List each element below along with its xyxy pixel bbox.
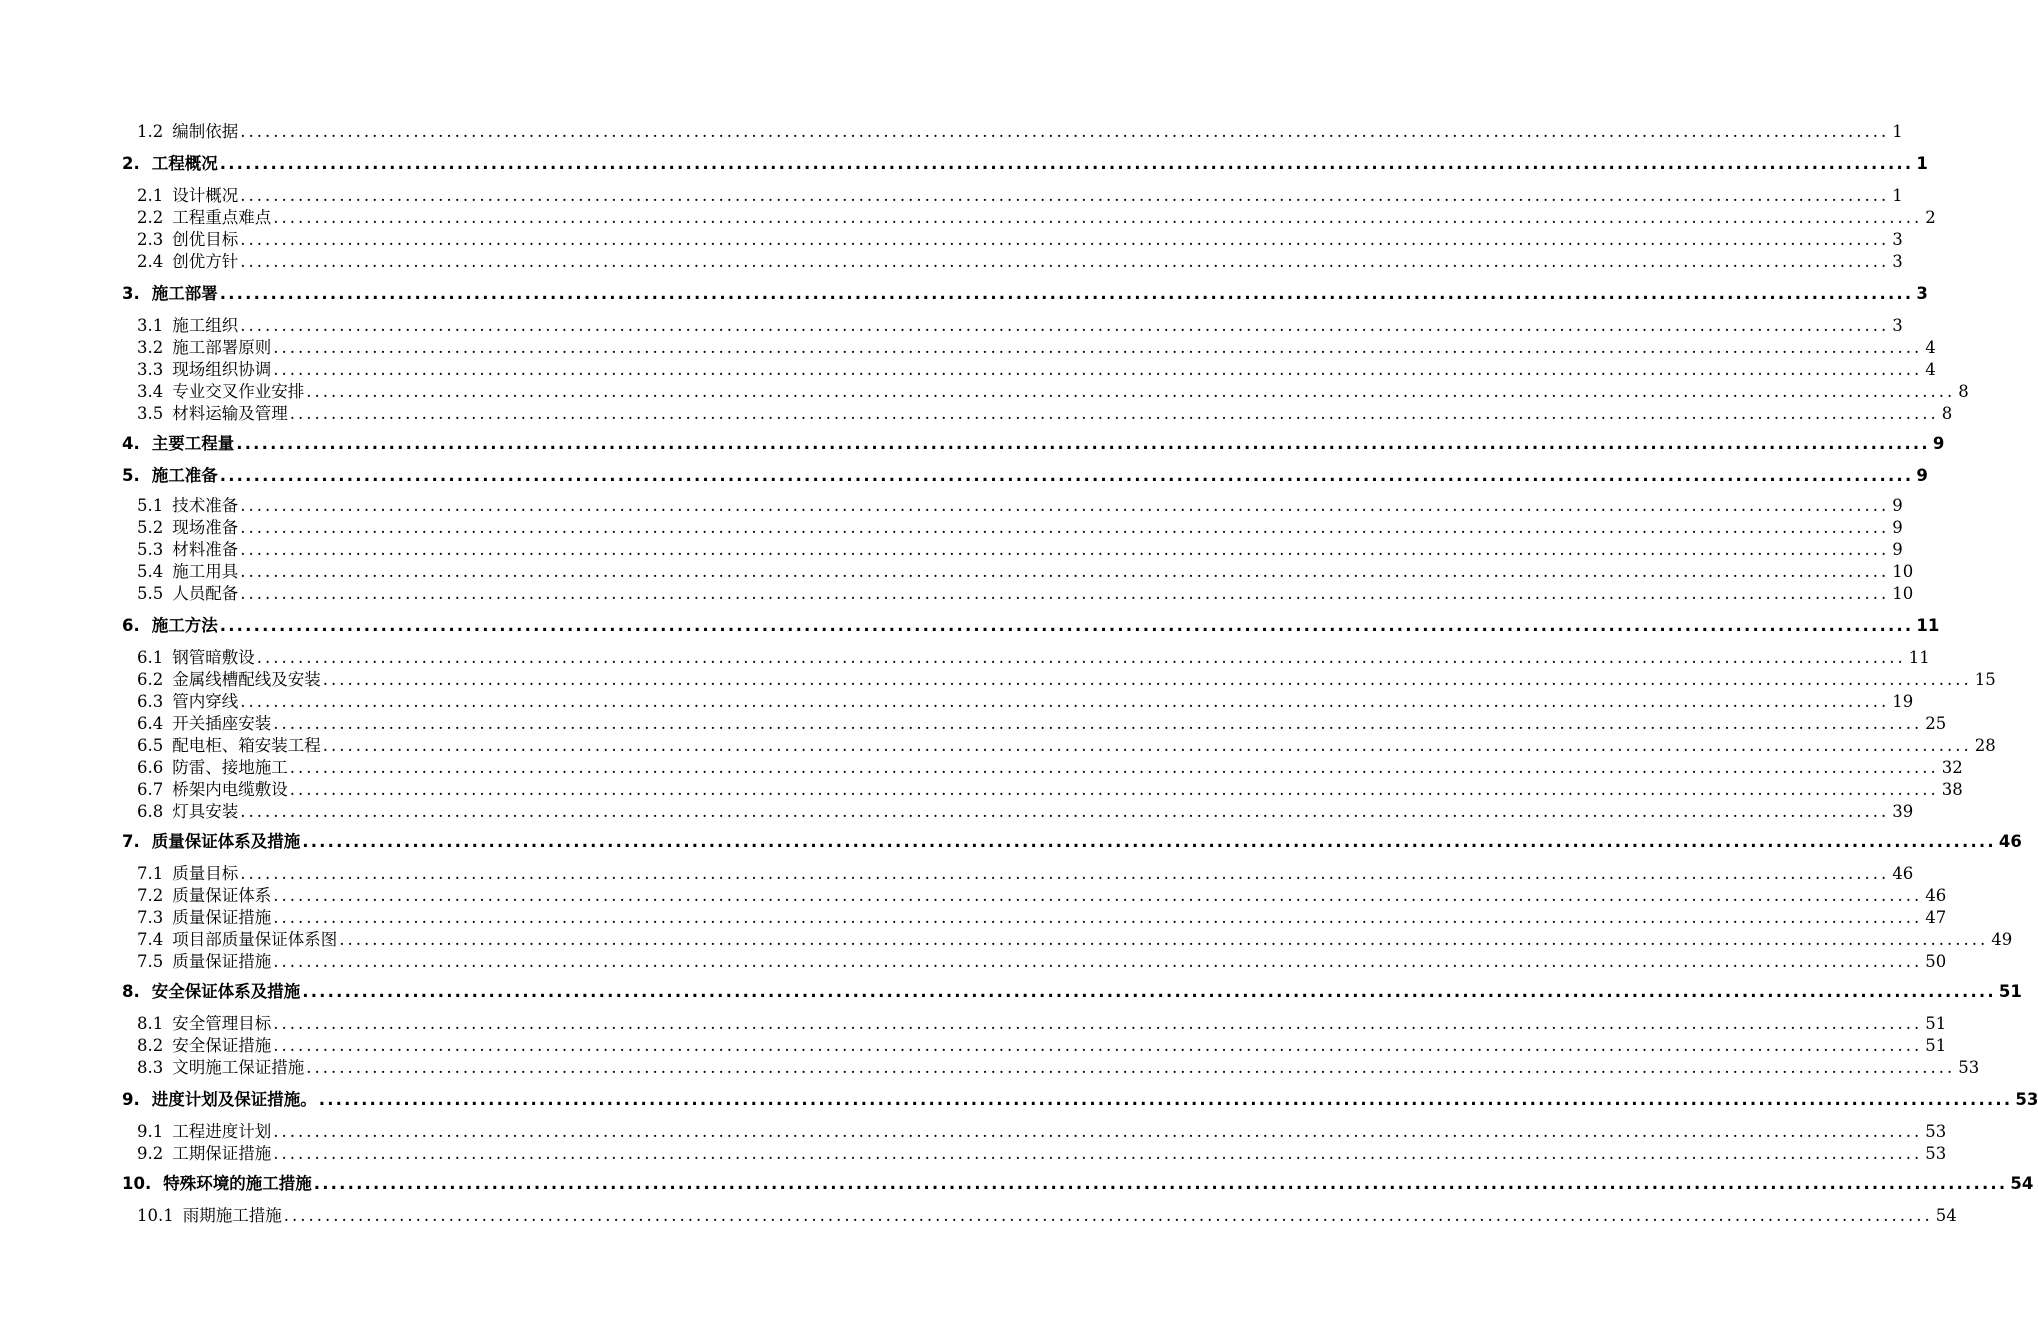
toc-entry-number: 3.5 bbox=[137, 404, 164, 423]
toc-entry-page-number: 2 bbox=[1925, 208, 1936, 227]
toc-chapter-entry[interactable] bbox=[122, 828, 2022, 852]
toc-entry-title: 工程概况 bbox=[151, 154, 218, 173]
dot-leader: ........................................................................................................................................................................................................ bbox=[306, 1058, 1956, 1077]
dot-leader: ........................................................................................................................................................................................................ bbox=[240, 562, 1890, 581]
toc-entry-title: 施工用具 bbox=[172, 562, 239, 581]
toc-entry-page-number: 9 bbox=[1932, 434, 1945, 453]
toc-entry-number: 3. bbox=[122, 284, 140, 303]
toc-entry-page-number: 32 bbox=[1941, 758, 1963, 777]
toc-section-entry[interactable] bbox=[137, 666, 1996, 690]
toc-entry-page-number: 51 bbox=[1998, 982, 2022, 1001]
toc-chapter-entry[interactable] bbox=[122, 430, 1945, 454]
toc-entry-title: 项目部质量保证体系图 bbox=[172, 930, 338, 949]
toc-section-entry[interactable] bbox=[137, 776, 1963, 800]
dot-leader: ........................................................................................................................................................................................................ bbox=[219, 466, 1914, 485]
toc-chapter-entry[interactable] bbox=[122, 1170, 2034, 1194]
toc-chapter-entry[interactable] bbox=[122, 612, 1940, 636]
dot-leader: ........................................................................................................................................................................................................ bbox=[219, 154, 1914, 173]
toc-entry-title: 配电柜、箱安装工程 bbox=[172, 736, 321, 755]
toc-section-entry[interactable] bbox=[137, 226, 1903, 250]
toc-entry-page-number: 9 bbox=[1892, 518, 1903, 537]
toc-section-entry[interactable] bbox=[137, 798, 1914, 822]
toc-entry-page-number: 15 bbox=[1974, 670, 1996, 689]
toc-entry-number: 2.4 bbox=[137, 252, 164, 271]
toc-entry-number: 2. bbox=[122, 154, 140, 173]
dot-leader: ........................................................................................................................................................................................................ bbox=[240, 692, 1890, 711]
dot-leader: ........................................................................................................................................................................................................ bbox=[273, 886, 1923, 905]
dot-leader: ........................................................................................................................................................................................................ bbox=[273, 908, 1923, 927]
toc-section-entry[interactable] bbox=[137, 904, 1947, 928]
dot-leader: ........................................................................................................................................................................................................ bbox=[240, 496, 1890, 515]
toc-section-entry[interactable] bbox=[137, 1202, 1957, 1226]
toc-entry-number: 6.2 bbox=[137, 670, 164, 689]
toc-entry-page-number: 46 bbox=[1892, 864, 1914, 883]
dot-leader: ........................................................................................................................................................................................................ bbox=[273, 952, 1923, 971]
toc-entry-title: 创优方针 bbox=[172, 252, 239, 271]
toc-entry-number: 6.7 bbox=[137, 780, 164, 799]
dot-leader: ........................................................................................................................................................................................................ bbox=[273, 1036, 1923, 1055]
toc-entry-number: 5. bbox=[122, 466, 140, 485]
dot-leader: ........................................................................................................................................................................................................ bbox=[306, 382, 1956, 401]
toc-entry-number: 7.2 bbox=[137, 886, 164, 905]
toc-entry-page-number: 53 bbox=[2015, 1090, 2038, 1109]
dot-leader: ........................................................................................................................................................................................................ bbox=[273, 1144, 1923, 1163]
toc-entry-page-number: 51 bbox=[1925, 1014, 1947, 1033]
toc-section-entry[interactable] bbox=[137, 118, 1903, 142]
toc-entry-page-number: 9 bbox=[1916, 466, 1928, 485]
toc-entry-number: 3.1 bbox=[137, 316, 164, 335]
toc-entry-page-number: 51 bbox=[1925, 1036, 1947, 1055]
toc-entry-number: 9. bbox=[122, 1090, 140, 1109]
dot-leader: ........................................................................................................................................................................................................ bbox=[283, 1206, 1933, 1225]
dot-leader: ........................................................................................................................................................................................................ bbox=[289, 780, 1939, 799]
toc-entry-page-number: 46 bbox=[1998, 832, 2022, 851]
toc-entry-number: 6.6 bbox=[137, 758, 164, 777]
toc-entry-title: 钢管暗敷设 bbox=[172, 648, 255, 667]
dot-leader: ........................................................................................................................................................................................................ bbox=[322, 736, 1972, 755]
toc-section-entry[interactable] bbox=[137, 1010, 1947, 1034]
toc-section-entry[interactable] bbox=[137, 710, 1947, 734]
toc-entry-title: 主要工程量 bbox=[151, 434, 235, 453]
toc-entry-title: 灯具安装 bbox=[172, 802, 239, 821]
toc-entry-title: 施工方法 bbox=[151, 616, 218, 635]
toc-entry-title: 安全保证措施 bbox=[172, 1036, 272, 1055]
toc-section-entry[interactable] bbox=[137, 948, 1947, 972]
dot-leader: ........................................................................................................................................................................................................ bbox=[273, 338, 1923, 357]
toc-entry-title: 施工准备 bbox=[151, 466, 218, 485]
dot-leader: ........................................................................................................................................................................................................ bbox=[302, 832, 1996, 851]
dot-leader: ........................................................................................................................................................................................................ bbox=[240, 864, 1890, 883]
toc-entry-title: 质量保证措施 bbox=[172, 952, 272, 971]
toc-entry-number: 7.3 bbox=[137, 908, 164, 927]
toc-entry-page-number: 4 bbox=[1925, 360, 1936, 379]
toc-entry-title: 技术准备 bbox=[172, 496, 239, 515]
toc-section-entry[interactable] bbox=[137, 182, 1903, 206]
toc-entry-number: 6.3 bbox=[137, 692, 164, 711]
dot-leader: ........................................................................................................................................................................................................ bbox=[240, 518, 1890, 537]
toc-entry-page-number: 10 bbox=[1892, 562, 1914, 581]
toc-entry-number: 7.1 bbox=[137, 864, 164, 883]
toc-entry-page-number: 10 bbox=[1892, 584, 1914, 603]
toc-entry-title: 施工组织 bbox=[172, 316, 239, 335]
toc-entry-title: 专业交叉作业安排 bbox=[172, 382, 305, 401]
toc-entry-title: 质量保证措施 bbox=[172, 908, 272, 927]
toc-entry-title: 施工部署 bbox=[151, 284, 218, 303]
dot-leader: ........................................................................................................................................................................................................ bbox=[273, 714, 1923, 733]
dot-leader: ........................................................................................................................................................................................................ bbox=[240, 540, 1890, 559]
toc-entry-title: 工程进度计划 bbox=[172, 1122, 272, 1141]
dot-leader: ........................................................................................................................................................................................................ bbox=[289, 404, 1939, 423]
toc-entry-title: 施工部署原则 bbox=[172, 338, 272, 357]
toc-section-entry[interactable] bbox=[137, 882, 1947, 906]
toc-entry-page-number: 3 bbox=[1892, 252, 1903, 271]
toc-entry-page-number: 25 bbox=[1925, 714, 1947, 733]
toc-section-entry[interactable] bbox=[137, 580, 1914, 604]
toc-entry-number: 3.4 bbox=[137, 382, 164, 401]
dot-leader: ........................................................................................................................................................................................................ bbox=[273, 1014, 1923, 1033]
toc-entry-page-number: 9 bbox=[1892, 540, 1903, 559]
dot-leader: ........................................................................................................................................................................................................ bbox=[236, 434, 1930, 453]
toc-chapter-entry[interactable] bbox=[122, 978, 2022, 1002]
toc-entry-page-number: 1 bbox=[1892, 122, 1903, 141]
toc-entry-title: 安全管理目标 bbox=[172, 1014, 272, 1033]
toc-entry-number: 5.2 bbox=[137, 518, 164, 537]
toc-entry-number: 5.4 bbox=[137, 562, 164, 581]
toc-section-entry[interactable] bbox=[137, 536, 1903, 560]
dot-leader: ........................................................................................................................................................................................................ bbox=[240, 584, 1890, 603]
toc-entry-title: 进度计划及保证措施。 bbox=[151, 1090, 317, 1109]
dot-leader: ........................................................................................................................................................................................................ bbox=[313, 1174, 2008, 1193]
toc-entry-title: 金属线槽配线及安装 bbox=[172, 670, 321, 689]
toc-entry-number: 6. bbox=[122, 616, 140, 635]
toc-entry-title: 质量保证体系及措施 bbox=[151, 832, 301, 851]
dot-leader: ........................................................................................................................................................................................................ bbox=[273, 1122, 1923, 1141]
toc-entry-page-number: 9 bbox=[1892, 496, 1903, 515]
toc-entry-title: 质量保证体系 bbox=[172, 886, 272, 905]
toc-entry-title: 创优目标 bbox=[172, 230, 239, 249]
dot-leader: ........................................................................................................................................................................................................ bbox=[240, 186, 1890, 205]
toc-section-entry[interactable] bbox=[137, 688, 1914, 712]
toc-section-entry[interactable] bbox=[137, 312, 1903, 336]
dot-leader: ........................................................................................................................................................................................................ bbox=[240, 802, 1890, 821]
toc-entry-title: 文明施工保证措施 bbox=[172, 1058, 305, 1077]
dot-leader: ........................................................................................................................................................................................................ bbox=[219, 616, 1914, 635]
toc-chapter-entry[interactable] bbox=[122, 150, 1928, 174]
dot-leader: ........................................................................................................................................................................................................ bbox=[322, 670, 1972, 689]
toc-section-entry[interactable] bbox=[137, 754, 1963, 778]
toc-section-entry[interactable] bbox=[137, 860, 1914, 884]
dot-leader: ........................................................................................................................................................................................................ bbox=[240, 122, 1890, 141]
dot-leader: ........................................................................................................................................................................................................ bbox=[289, 758, 1939, 777]
toc-entry-page-number: 3 bbox=[1892, 230, 1903, 249]
toc-chapter-entry[interactable] bbox=[122, 462, 1928, 486]
toc-section-entry[interactable] bbox=[137, 1032, 1947, 1056]
toc-section-entry[interactable] bbox=[137, 1140, 1947, 1164]
toc-entry-page-number: 46 bbox=[1925, 886, 1947, 905]
toc-entry-number: 10. bbox=[122, 1174, 152, 1193]
toc-entry-number: 7. bbox=[122, 832, 140, 851]
toc-section-entry[interactable] bbox=[137, 492, 1903, 516]
toc-section-entry[interactable] bbox=[137, 558, 1914, 582]
toc-entry-title: 材料运输及管理 bbox=[172, 404, 288, 423]
dot-leader: ........................................................................................................................................................................................................ bbox=[273, 208, 1923, 227]
toc-entry-number: 7.4 bbox=[137, 930, 164, 949]
toc-entry-number: 6.4 bbox=[137, 714, 164, 733]
toc-entry-page-number: 8 bbox=[1958, 382, 1969, 401]
toc-entry-number: 3.2 bbox=[137, 338, 164, 357]
toc-section-entry[interactable] bbox=[137, 1054, 1980, 1078]
toc-section-entry[interactable] bbox=[137, 644, 1930, 668]
toc-entry-title: 雨期施工措施 bbox=[182, 1206, 282, 1225]
toc-section-entry[interactable] bbox=[137, 1118, 1947, 1142]
toc-entry-page-number: 54 bbox=[1935, 1206, 1957, 1225]
toc-entry-number: 2.3 bbox=[137, 230, 164, 249]
dot-leader: ........................................................................................................................................................................................................ bbox=[256, 648, 1906, 667]
toc-entry-title: 人员配备 bbox=[172, 584, 239, 603]
toc-entry-number: 2.1 bbox=[137, 186, 164, 205]
toc-section-entry[interactable] bbox=[137, 400, 1953, 424]
toc-entry-page-number: 39 bbox=[1892, 802, 1914, 821]
toc-entry-number: 3.3 bbox=[137, 360, 164, 379]
toc-entry-title: 工程重点难点 bbox=[172, 208, 272, 227]
toc-entry-page-number: 8 bbox=[1941, 404, 1953, 423]
toc-entry-title: 质量目标 bbox=[172, 864, 239, 883]
toc-entry-title: 特殊环境的施工措施 bbox=[163, 1174, 312, 1193]
toc-entry-title: 开关插座安装 bbox=[172, 714, 272, 733]
dot-leader: ........................................................................................................................................................................................................ bbox=[318, 1090, 2013, 1109]
dot-leader: ........................................................................................................................................................................................................ bbox=[240, 230, 1890, 249]
toc-section-entry[interactable] bbox=[137, 334, 1936, 358]
toc-entry-page-number: 1 bbox=[1892, 186, 1903, 205]
toc-section-entry[interactable] bbox=[137, 204, 1936, 228]
toc-chapter-entry[interactable] bbox=[122, 280, 1928, 304]
toc-entry-page-number: 19 bbox=[1892, 692, 1914, 711]
toc-entry-title: 防雷、接地施工 bbox=[172, 758, 288, 777]
toc-entry-number: 5.1 bbox=[137, 496, 164, 515]
toc-entry-title: 工期保证措施 bbox=[172, 1144, 272, 1163]
dot-leader: ........................................................................................................................................................................................................ bbox=[302, 982, 1996, 1001]
toc-entry-page-number: 49 bbox=[1991, 930, 2013, 949]
toc-entry-number: 5.5 bbox=[137, 584, 164, 603]
toc-entry-number: 6.8 bbox=[137, 802, 164, 821]
toc-entry-number: 5.3 bbox=[137, 540, 164, 559]
toc-entry-page-number: 54 bbox=[2010, 1174, 2034, 1193]
toc-section-entry[interactable] bbox=[137, 248, 1903, 272]
toc-entry-number: 9.1 bbox=[137, 1122, 164, 1141]
dot-leader: ........................................................................................................................................................................................................ bbox=[240, 252, 1890, 271]
toc-section-entry[interactable] bbox=[137, 732, 1996, 756]
toc-entry-title: 管内穿线 bbox=[172, 692, 239, 711]
toc-section-entry[interactable] bbox=[137, 378, 1969, 402]
toc-entry-page-number: 4 bbox=[1925, 338, 1936, 357]
toc-entry-page-number: 53 bbox=[1925, 1144, 1947, 1163]
toc-entry-page-number: 1 bbox=[1916, 154, 1928, 173]
toc-entry-number: 6.1 bbox=[137, 648, 164, 667]
toc-entry-title: 现场组织协调 bbox=[172, 360, 272, 379]
toc-section-entry[interactable] bbox=[137, 356, 1936, 380]
toc-entry-title: 材料准备 bbox=[172, 540, 239, 559]
dot-leader: ........................................................................................................................................................................................................ bbox=[240, 316, 1890, 335]
toc-entry-title: 现场准备 bbox=[172, 518, 239, 537]
toc-chapter-entry[interactable] bbox=[122, 1086, 2038, 1110]
toc-entry-page-number: 3 bbox=[1916, 284, 1928, 303]
toc-entry-page-number: 3 bbox=[1892, 316, 1903, 335]
toc-entry-number: 6.5 bbox=[137, 736, 164, 755]
toc-entry-page-number: 50 bbox=[1925, 952, 1947, 971]
toc-entry-page-number: 38 bbox=[1941, 780, 1963, 799]
toc-entry-page-number: 53 bbox=[1925, 1122, 1947, 1141]
toc-entry-title: 安全保证体系及措施 bbox=[151, 982, 301, 1001]
toc-section-entry[interactable] bbox=[137, 514, 1903, 538]
toc-entry-title: 桥架内电缆敷设 bbox=[172, 780, 288, 799]
toc-entry-number: 1.2 bbox=[137, 122, 164, 141]
toc-entry-number: 4. bbox=[122, 434, 140, 453]
toc-entry-title: 编制依据 bbox=[172, 122, 239, 141]
toc-entry-number: 7.5 bbox=[137, 952, 164, 971]
toc-entry-page-number: 11 bbox=[1908, 648, 1930, 667]
dot-leader: ........................................................................................................................................................................................................ bbox=[219, 284, 1914, 303]
toc-entry-page-number: 11 bbox=[1916, 616, 1940, 635]
toc-section-entry[interactable] bbox=[137, 926, 2013, 950]
toc-entry-number: 10.1 bbox=[137, 1206, 174, 1225]
toc-entry-number: 8. bbox=[122, 982, 140, 1001]
toc-entry-number: 8.3 bbox=[137, 1058, 164, 1077]
dot-leader: ........................................................................................................................................................................................................ bbox=[273, 360, 1923, 379]
toc-entry-number: 8.2 bbox=[137, 1036, 164, 1055]
toc-entry-page-number: 53 bbox=[1958, 1058, 1980, 1077]
toc-entry-number: 9.2 bbox=[137, 1144, 164, 1163]
toc-entry-page-number: 28 bbox=[1974, 736, 1996, 755]
toc-entry-page-number: 47 bbox=[1925, 908, 1947, 927]
toc-entry-title: 设计概况 bbox=[172, 186, 239, 205]
toc-entry-number: 8.1 bbox=[137, 1014, 164, 1033]
dot-leader: ........................................................................................................................................................................................................ bbox=[339, 930, 1989, 949]
toc-entry-number: 2.2 bbox=[137, 208, 164, 227]
